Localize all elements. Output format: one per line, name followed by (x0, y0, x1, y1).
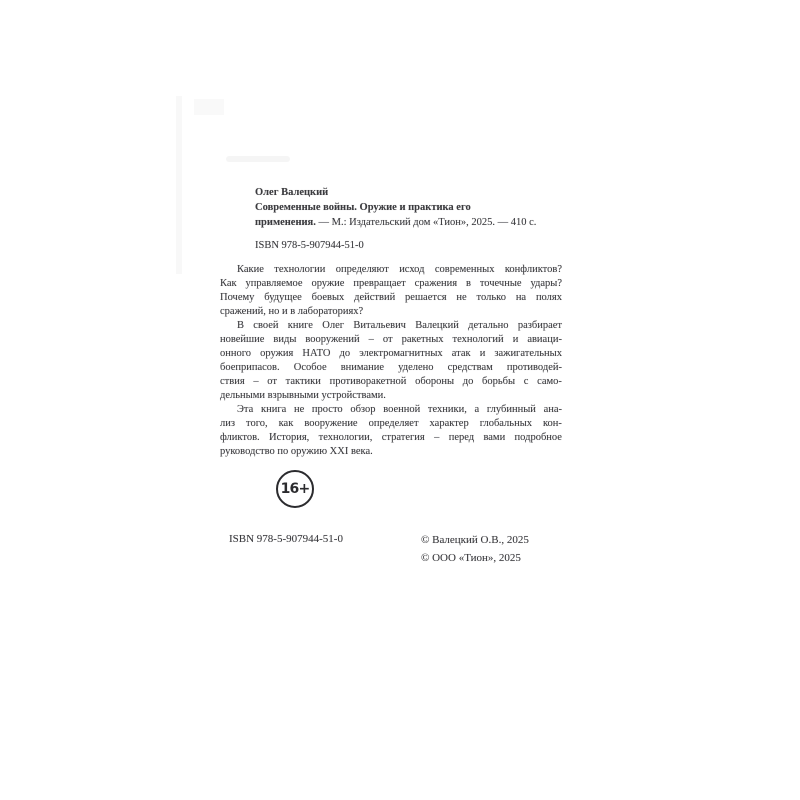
annotation-line: фликтов. История, технологии, стратегия – перед вами подробное (220, 432, 562, 443)
annotation-line: руководство по оружию XXI века. (220, 446, 373, 457)
copyright-line: © ООО «Тион», 2025 (421, 551, 521, 564)
annotation-line: боеприпасов. Особое внимание уделено средствам противодей- (220, 362, 562, 373)
annotation-line: Как управляемое оружие превращает сражения в точечные удары? (220, 278, 562, 289)
annotation-line: В своей книге Олег Витальевич Валецкий детально разбирает (237, 320, 562, 331)
copyright-block (421, 532, 529, 567)
age-rating-label: 16+ (280, 481, 310, 497)
scan-artifact-patch (194, 99, 224, 115)
copyright-line: © Валецкий О.В., 2025 (421, 534, 529, 546)
imprint-isbn: ISBN 978-5-907944-51-0 (255, 240, 364, 251)
annotation-line: сражений, но и в лабораториях? (220, 306, 364, 317)
annotation-line: Какие технологии определяют исход современных конфликтов? (237, 264, 562, 275)
scan-artifact-streak (176, 96, 182, 274)
annotation-line: онного оружия НАТО до электромагнитных атак и зажигательных (220, 348, 562, 359)
bibliographic-block (255, 185, 536, 230)
footer-isbn: ISBN 978-5-907944-51-0 (229, 533, 343, 545)
annotation-line: дельными взрывными устройствами. (220, 390, 386, 401)
age-rating-badge (276, 470, 314, 508)
annotation-line: Эта книга не просто обзор военной техники, а глубинный ана- (237, 404, 562, 415)
imprint-line: Современные войны. Оружие и практика его (255, 202, 471, 213)
annotation-line: лиз того, как вооружение определяет характер глобальных кон- (220, 418, 562, 429)
annotation-line: Почему будущее боевых действий решается не только на полях (220, 292, 562, 303)
imprint-line: Олег Валецкий (255, 187, 329, 198)
imprint-line: применения. — М.: Издательский дом «Тион», 2025. — 410 с. (255, 217, 537, 228)
annotation-block (220, 263, 562, 459)
scan-artifact-smudge (226, 156, 290, 162)
annotation-line: ствия – от тактики противоракетной обороны до борьбы с само- (220, 376, 562, 387)
annotation-line: новейшие виды вооружений – от ракетных технологий и авиаци- (220, 334, 562, 345)
